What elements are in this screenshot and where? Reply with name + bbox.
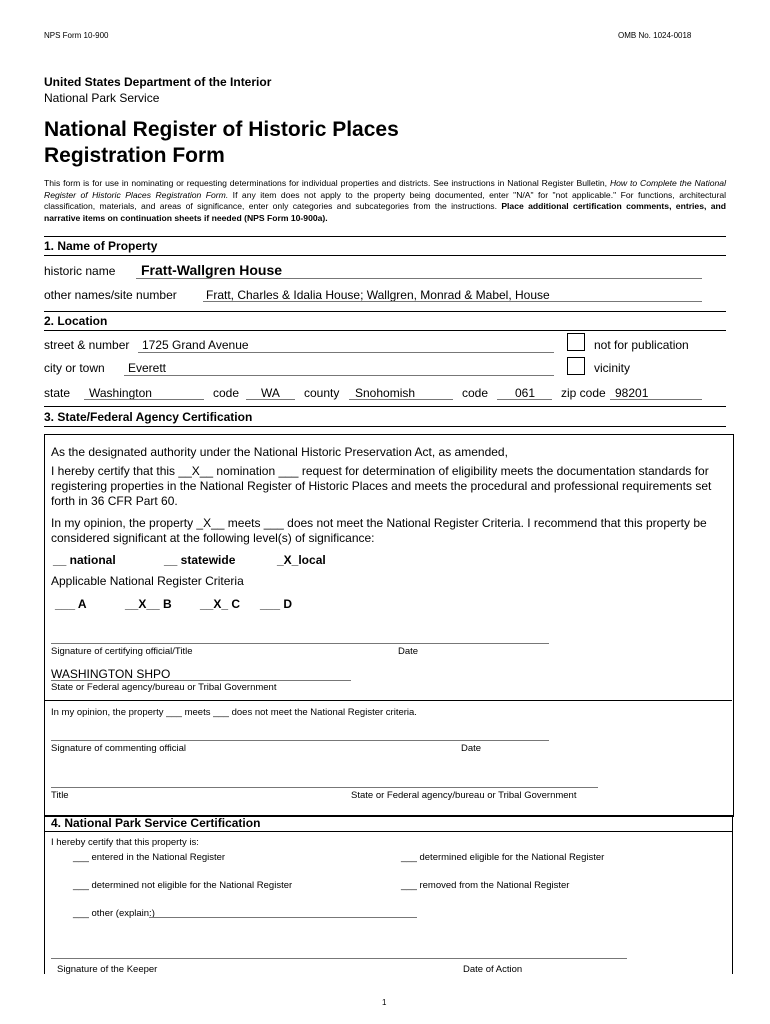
zip-label: zip code (561, 386, 606, 400)
section-divider (44, 406, 726, 407)
keeper-signature-line[interactable] (51, 958, 627, 959)
field-underline (51, 680, 351, 681)
option-other[interactable]: ___ other (explain:) (73, 908, 155, 919)
section-divider (44, 311, 726, 312)
not-for-publication-label: not for publication (594, 338, 689, 352)
field-underline (136, 278, 702, 279)
title-line[interactable] (51, 787, 598, 788)
intro-bold-note: Place additional certification comments, entries, and narrative items on continuation sheets if needed (NPS Form 10-900a). (44, 201, 727, 223)
certify-statement: I hereby certify that this __X__ nomination ___ request for determination of eligibility meets the documentation standards for registering properties in the National Register of Historic Places and meets the procedural and professional requirements set forth in 36 CFR Part 60. (51, 464, 712, 508)
commenting-opinion: In my opinion, the property ___ meets ___ does not meet the National Register criteria. (51, 707, 417, 718)
agency-label: State or Federal agency/bureau or Tribal Government (51, 682, 277, 693)
commenting-agency-label: State or Federal agency/bureau or Tribal Government (351, 790, 577, 801)
option-removed[interactable]: ___ removed from the National Register (401, 880, 570, 891)
county-code-label: code (462, 386, 489, 400)
field-underline (138, 352, 554, 353)
criteria-a[interactable]: ___ A (55, 597, 87, 611)
field-underline (246, 399, 295, 400)
criteria-label: Applicable National Register Criteria (51, 574, 244, 588)
street-label: street & number (44, 338, 130, 352)
section-divider (44, 426, 726, 427)
section-4-heading: 4. National Park Service Certification (51, 816, 261, 830)
criteria-d[interactable]: ___ D (260, 597, 293, 611)
county-field[interactable]: Snohomish (355, 386, 416, 400)
section-divider (44, 330, 726, 331)
level-statewide[interactable]: __ statewide (164, 553, 236, 567)
intro-bulletin-title: How to Complete the National Register of Historic Places Registration Form. (44, 178, 726, 200)
state-code-label: code (213, 386, 240, 400)
option-entered[interactable]: ___ entered in the National Register (73, 852, 226, 863)
not-for-publication-checkbox[interactable] (567, 333, 585, 351)
county-code-field[interactable]: 061 (515, 386, 536, 400)
section-divider (44, 236, 726, 237)
signature-line[interactable] (51, 740, 549, 741)
form-number: NPS Form 10-900 (44, 31, 109, 40)
field-underline (497, 399, 552, 400)
section-2-heading: 2. Location (44, 314, 108, 328)
criteria-b[interactable]: __X__ B (125, 597, 172, 611)
field-underline (203, 301, 702, 302)
keeper-signature-label: Signature of the Keeper (57, 964, 158, 975)
option-determined-eligible[interactable]: ___ determined eligible for the National Register (401, 852, 605, 863)
field-underline (610, 399, 702, 400)
city-label: city or town (44, 361, 105, 375)
nps-certify-statement: I hereby certify that this property is: (51, 837, 199, 848)
department-name: United States Department of the Interior (44, 75, 272, 89)
city-field[interactable]: Everett (128, 361, 167, 375)
other-names-field[interactable]: Fratt, Charles & Idalia House; Wallgren, Monrad & Mabel, House (206, 288, 550, 302)
section-3-heading: 3. State/Federal Agency Certification (44, 410, 253, 424)
zip-field[interactable]: 98201 (615, 386, 649, 400)
commenting-date-label: Date (461, 743, 482, 754)
page-number: 1 (382, 998, 387, 1007)
criteria-c[interactable]: __X_ C (200, 597, 241, 611)
intro-text-1: This form is for use in nominating or requesting determinations for individual properties and districts. See instructions in National Register Bulletin, (44, 178, 610, 188)
opinion-statement: In my opinion, the property _X__ meets ___ does not meet the National Register Criteria. I recommend that this property be considered significant at the following level(s) of significance: (51, 516, 707, 545)
explain-line[interactable] (149, 917, 417, 918)
authority-statement: As the designated authority under the National Historic Preservation Act, as amended, (51, 445, 508, 459)
signature-line[interactable] (51, 643, 549, 644)
state-label: state (44, 386, 71, 400)
omb-number: OMB No. 1024-0018 (618, 31, 692, 40)
state-code-field[interactable]: WA (261, 386, 280, 400)
county-label: county (304, 386, 340, 400)
level-local[interactable]: _X_local (277, 553, 326, 567)
option-not-eligible[interactable]: ___ determined not eligible for the National Register (73, 880, 293, 891)
page-subtitle: Registration Form (44, 144, 225, 167)
page-title: National Register of Historic Places (44, 118, 399, 141)
section-1-heading: 1. Name of Property (44, 239, 158, 253)
certifying-signature-label: Signature of certifying official/Title (51, 646, 193, 657)
other-names-label: other names/site number (44, 288, 177, 302)
box-left-border (44, 815, 45, 974)
street-field[interactable]: 1725 Grand Avenue (142, 338, 249, 352)
section-divider (44, 831, 733, 832)
historic-name-label: historic name (44, 264, 116, 278)
date-of-action-label: Date of Action (463, 964, 523, 975)
field-underline (84, 399, 204, 400)
commenting-signature-label: Signature of commenting official (51, 743, 187, 754)
section-divider (44, 255, 726, 256)
historic-name-field[interactable]: Fratt-Wallgren House (141, 262, 283, 278)
field-underline (349, 399, 453, 400)
field-underline (124, 375, 554, 376)
box-divider (45, 700, 732, 701)
vicinity-checkbox[interactable] (567, 357, 585, 375)
agency-field[interactable]: WASHINGTON SHPO (51, 667, 171, 681)
intro-paragraph (44, 178, 726, 224)
certifying-date-label: Date (398, 646, 419, 657)
state-field[interactable]: Washington (89, 386, 152, 400)
commenting-title-label: Title (51, 790, 69, 801)
level-national[interactable]: __ national (53, 553, 116, 567)
service-name: National Park Service (44, 91, 160, 105)
intro-text-2: If any item does not apply to the property being documented, enter "N/A" for "not applicable." For functions, architectural classification, materials, and areas of significance, enter only categories and subcategories from the instructions. (44, 189, 727, 211)
box-right-border (732, 815, 733, 974)
vicinity-label: vicinity (594, 361, 631, 375)
